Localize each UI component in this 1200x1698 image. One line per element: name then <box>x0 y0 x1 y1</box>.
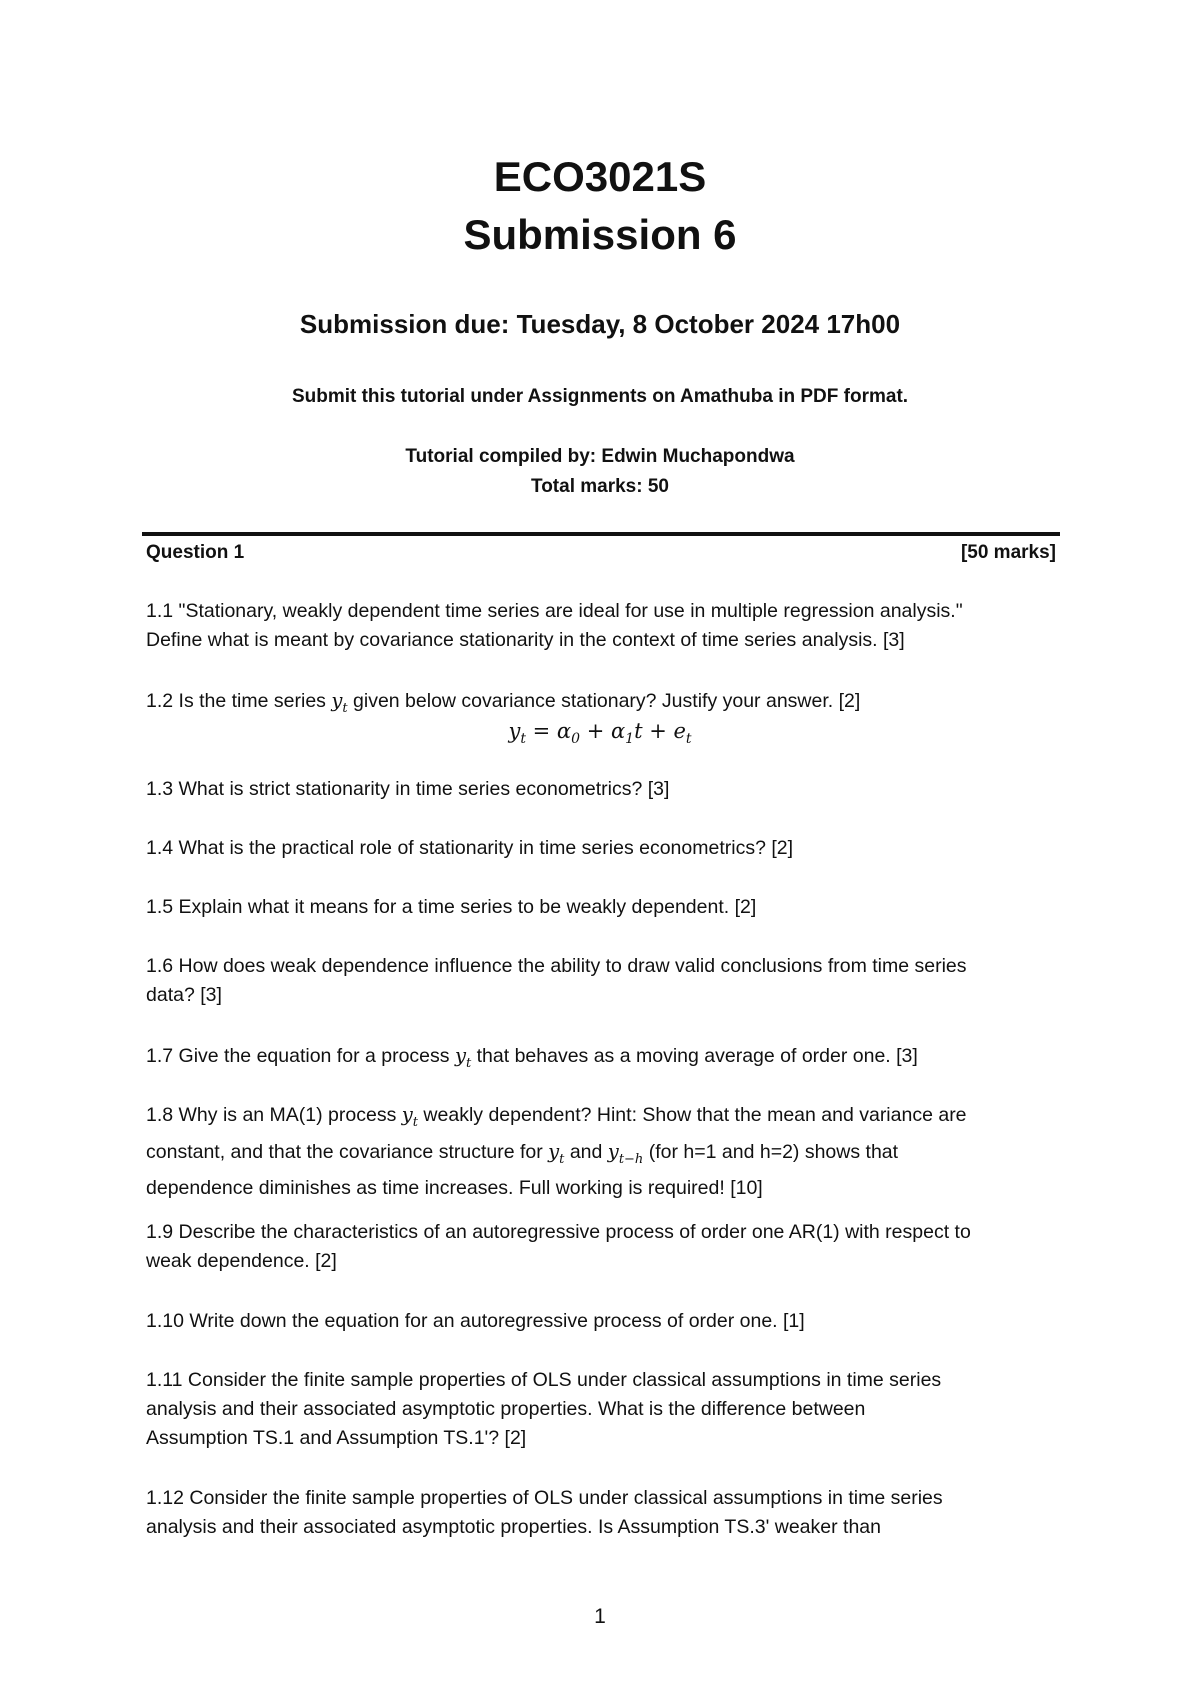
math-var-y: $y_t$ <box>454 1044 472 1071</box>
question-marks: [50 marks] <box>960 542 1056 563</box>
question-1-7-post: that behaves as a moving average of order one. [3] <box>471 1045 918 1067</box>
question-1-1 <box>146 597 1066 655</box>
question-1-10: 1.10 Write down the equation for an autoregressive process of order one. [1] <box>146 1310 805 1332</box>
question-1-9-line2: weak dependence. [2] <box>146 1250 337 1272</box>
question-1-5: 1.5 Explain what it means for a time series to be weakly dependent. [2] <box>146 896 757 918</box>
submission-title: Submission 6 <box>463 211 737 258</box>
question-1-11 <box>146 1366 1066 1453</box>
total-marks: Total marks: 50 <box>531 476 669 497</box>
question-1-8-line3: dependence diminishes as time increases. Full working is required! [10] <box>146 1176 763 1199</box>
question-1-7-pre: 1.7 Give the equation for a process <box>146 1045 455 1067</box>
question-1-7 <box>146 1041 1066 1078</box>
question-1-8-line1: 1.8 Why is an MA(1) process $y_t$ weakly dependent? Hint: Show that the mean and variance are <box>146 1103 967 1130</box>
compiled-by: Tutorial compiled by: Edwin Muchapondwa <box>405 446 795 467</box>
question-1-8-line2: constant, and that the covariance structure for $y_t$ and $y_{t-h}$ (for h=1 and h=2) shows that <box>146 1139 899 1167</box>
question-1-6-line2: data? [3] <box>146 984 222 1006</box>
question-1-1-line1: 1.1 "Stationary, weakly dependent time series are ideal for use in multiple regression analysis." <box>146 600 963 622</box>
question-1-9-line1: 1.9 Describe the characteristics of an autoregressive process of order one AR(1) with respect to <box>146 1221 971 1243</box>
page-number: 1 <box>594 1605 606 1628</box>
course-code: ECO3021S <box>493 153 707 200</box>
question-1-11-line3: Assumption TS.1 and Assumption TS.1'? [2] <box>146 1427 527 1449</box>
question-1-2-pre: 1.2 Is the time series <box>146 690 332 712</box>
question-1-11-line1: 1.11 Consider the finite sample properties of OLS under classical assumptions in time series <box>146 1369 942 1391</box>
question-1-2-post: given below covariance stationary? Justify your answer. [2] <box>347 690 861 712</box>
due-date: Submission due: Tuesday, 8 October 2024 17h00 <box>299 309 901 339</box>
question-1-12-line2: analysis and their associated asymptotic properties. Is Assumption TS.3' weaker than <box>146 1516 881 1538</box>
question-1-4: 1.4 What is the practical role of stationarity in time series econometrics? [2] <box>146 837 794 859</box>
question-1-3: 1.3 What is strict stationarity in time series econometrics? [3] <box>146 778 670 800</box>
question-title: Question 1 <box>146 542 245 563</box>
section-divider <box>142 532 1060 536</box>
math-var-y: $y_t$ <box>401 1103 419 1130</box>
question-1-12-line1: 1.12 Consider the finite sample properties of OLS under classical assumptions in time series <box>146 1487 943 1509</box>
question-1-11-line2: analysis and their associated asymptotic properties. What is the difference between <box>146 1398 866 1420</box>
submission-instructions: Submit this tutorial under Assignments on Amathuba in PDF format. <box>291 386 909 407</box>
equation-trend-model: $y_t = \alpha_0 + \alpha_1t + e_t$ <box>508 719 692 748</box>
question-1-1-line2: Define what is meant by covariance stationarity in the context of time series analysis. [3] <box>146 629 905 651</box>
question-1-6-line1: 1.6 How does weak dependence influence the ability to draw valid conclusions from time series <box>146 955 967 977</box>
question-1-6 <box>146 952 1066 1010</box>
math-var-y: $y_t$ <box>331 689 348 716</box>
math-var-y-lag: $y_{t-h}$ <box>607 1139 644 1167</box>
question-1-8 <box>146 1100 1066 1203</box>
question-1-12 <box>146 1484 1066 1542</box>
math-var-y: $y_t$ <box>548 1139 565 1167</box>
question-1-9 <box>146 1218 1066 1276</box>
